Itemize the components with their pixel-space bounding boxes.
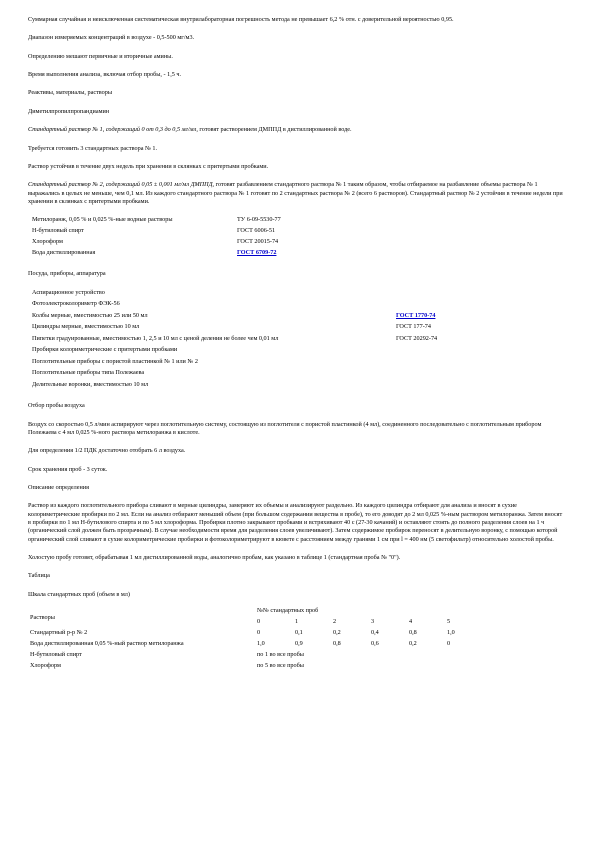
item-name: Фотоэлектроколориметр ФЭК-56 [32, 300, 120, 308]
scale-value-all: по 5 во все пробы [257, 662, 304, 670]
standard-1-italic: Стандартный раствор № 1, содержащий 0 от 0,3 до 0,5 мг/мл, [28, 126, 198, 134]
scale-number: 0 [257, 618, 261, 626]
item-standard: ГОСТ 6006-51 [237, 227, 276, 235]
standard-2-text: готовят разбавлением стандартного раствора № 1 таким образом, чтобы отбираемое на разбавление объемы раствора № 1 выражались в целых не меньше, чем 0,1 мл. Из каждого стандартного раствора № 1 готовят по 2 стандартных раствора № 2 (всего 6 растворов). Стандартный раствор № 2 устойчив в течение недели при хранении в склянках с притертыми пробками. [28, 181, 563, 205]
reagents-table [32, 216, 281, 260]
scale-title: Шкала стандартных проб (объем в мл) [28, 590, 130, 598]
item-standard [396, 289, 437, 301]
standard-solution-2 [28, 181, 563, 206]
sampling-heading: Отбор пробы воздуха [28, 402, 85, 410]
item-name: Хлороформ [32, 238, 63, 246]
equipment-heading: Посуда, приборы, аппаратура [28, 270, 106, 278]
scale-header-row [30, 607, 485, 618]
item-name: Делительные воронки, вместимостью 10 мл [32, 380, 149, 388]
item-name: Вода дистиллированная [32, 249, 96, 257]
scale-value: 0,2 [333, 629, 341, 637]
table-row [32, 358, 437, 370]
standard-solution-1 [28, 126, 563, 134]
storage-paragraph: Срок хранения проб - 3 суток. [28, 465, 108, 473]
scale-row [30, 629, 485, 640]
table-row [32, 300, 437, 312]
item-name: Аспирационное устройство [32, 288, 105, 296]
scale-value: 1,0 [447, 629, 455, 637]
stability-paragraph: Раствор устойчив в течение двух недель при хранении в склянках с притертыми пробками. [28, 162, 269, 170]
equipment-table [32, 289, 437, 393]
item-standard: ГОСТ 20015-74 [237, 238, 279, 246]
scale-number: 2 [333, 618, 337, 626]
scale-table [30, 607, 485, 673]
item-standard: ГОСТ 20292-74 [396, 334, 438, 342]
interference-paragraph: Определению мешают первичные и вторичные амины. [28, 52, 173, 60]
scale-value: 0,4 [371, 629, 379, 637]
range-paragraph: Диапазон измеряемых концентраций в воздухе - 0,5-500 мг/м3. [28, 34, 195, 42]
item-standard: ГОСТ 177-74 [396, 323, 431, 331]
standard-link[interactable]: ГОСТ 6709-72 [237, 249, 277, 257]
item-standard [396, 300, 437, 312]
standard-1-text: готовят растворением ДМППД в дистиллированной воде. [197, 126, 352, 134]
scale-row-name: Хлороформ [30, 662, 61, 670]
item-standard [396, 369, 437, 381]
duration-paragraph: Время выполнения анализа, включая отбор пробы, - 1,5 ч. [28, 71, 182, 79]
scale-row [30, 640, 485, 651]
scale-row [30, 662, 485, 673]
scale-value: 0,8 [333, 640, 341, 648]
scale-row-name: Стандартный р-р № 2 [30, 629, 88, 637]
item-standard [237, 249, 281, 260]
table-row [32, 323, 437, 335]
blank-sample-paragraph: Холостую пробу готовят, обрабатывая 1 мл дистиллированной воды, аналогично пробам, как указано в таблице 1 (стандартная проба № "0"). [28, 554, 401, 562]
item-standard: ТУ 6-09-5530-77 [237, 216, 281, 224]
item-name: Цилиндры мерные, вместимостью 10 мл [32, 323, 140, 331]
scale-col0-header: Растворы [30, 614, 55, 622]
scale-row-name: Вода дистиллированная 0,05 %-ный раствор метилоранжа [30, 640, 184, 648]
scale-value: 1,0 [257, 640, 265, 648]
procedure-paragraph: Раствор из каждого поглотительного прибора сливают в мерные цилиндры, замеряют их объемы и анализируют раздельно. Из каждого цилиндра отбирают для анализа и вносят в сухие колориметрические пробирки по 2 мл. Если на анализ отбирают меньший объем (при большом содержании вещества в пробе), то его доводят до 2 мл 0,025 %-ным раствором метилоранжа. Затем вносят в пробирки по 1 мл Н-бутилового спирта и по 5 мл хлороформа. Пробирки плотно закрывают пробками и встряхивают 40 с (27-30 качаний) и оставляют стоять до полного разделения слоев на 1 ч (органический слой должен быть прозрачным). В случае необходимости время для разделения слоев увеличивают). Затем содержимое пробирок переносят в делительную воронку, с помощью которой органический слой сливают в сухие колориметрические пробирки и фотоколориметрируют в кювете с расстоянием между гранями 1 см при l = 400 нм (5 светофильтр) относительно холостой пробы. [28, 502, 563, 543]
standard-2-italic: Стандартный раствор № 2, содержащий 0,05 ± 0,001 мг/мл ДМППД, [28, 181, 215, 189]
error-paragraph: Суммарная случайная и неисключенная систематическая внутрилабораторная погрешность метода не превышает 6,2 % отн. с доверительной вероятностью 0,95. [28, 16, 454, 23]
table-row [32, 335, 437, 347]
scale-number: 3 [371, 618, 375, 626]
table-row [32, 346, 437, 358]
table-row [32, 289, 437, 301]
item-standard [396, 381, 437, 393]
standard-link[interactable]: ГОСТ 1770-74 [396, 311, 436, 319]
item-name: Поглотительные приборы типа Полежаева [32, 369, 145, 377]
scale-number: 1 [295, 618, 299, 626]
table-row [32, 381, 437, 393]
scale-value: 0,9 [295, 640, 303, 648]
item-standard [396, 312, 437, 324]
item-name: Колбы мерные, вместимостью 25 или 50 мл [32, 311, 148, 319]
scale-value: 0,8 [409, 629, 417, 637]
sample-volume-paragraph: Для определения 1/2 ПДК достаточно отобрать 6 л воздуха. [28, 447, 186, 455]
sampling-paragraph: Воздух со скоростью 0,5 л/мин аспирируют через поглотительную систему, состоящую из поглотителя с пористой пластинкой (4 мл), соединенного последовательно с поглотительным прибором Полежаева с 4 мл 0,025 %-ного раствора метилоранжа в кислоте. [28, 420, 542, 436]
item-standard [396, 346, 437, 358]
table-label: Таблица [28, 572, 50, 580]
scale-number: 4 [409, 618, 413, 626]
table-row [32, 216, 281, 227]
table-row [32, 238, 281, 249]
item-name: Н-бутиловый спирт [32, 227, 84, 235]
scale-group-header: №№ стандартных проб [257, 607, 319, 615]
table-row [32, 369, 437, 381]
scale-value: 0 [257, 629, 261, 637]
reagents-heading: Реактивы, материалы, растворы [28, 89, 113, 97]
item-name: Пробирки колориметрические с притертыми пробками [32, 346, 178, 354]
scale-value: 0,6 [371, 640, 379, 648]
scale-value: 0 [447, 640, 451, 648]
scale-value: 0,1 [295, 629, 303, 637]
scale-row-name: Н-бутиловый спирт [30, 651, 82, 659]
scale-value-all: по 1 во все пробы [257, 651, 304, 659]
table-row [32, 227, 281, 238]
solution-count-paragraph: Требуется готовить 3 стандартных раствора № 1. [28, 144, 158, 152]
table-row [32, 249, 281, 260]
scale-number: 5 [447, 618, 451, 626]
scale-value: 0,2 [409, 640, 417, 648]
procedure-heading: Описание определения [28, 483, 89, 491]
item-name: Метилоранж, 0,05 % и 0,025 %-ные водные растворы [32, 216, 173, 224]
item-name: Пипетки градуированные, вместимостью 1, 2,5 и 10 мл с ценой деления не более чем 0,01 мл [32, 334, 279, 342]
item-standard [396, 358, 437, 370]
scale-row [30, 651, 485, 662]
item-name: Поглотительные приборы с пористой пластинкой № 1 или № 2 [32, 357, 198, 365]
table-row [32, 312, 437, 324]
substance-name: Диметилпропилпропандиамин [28, 107, 110, 115]
